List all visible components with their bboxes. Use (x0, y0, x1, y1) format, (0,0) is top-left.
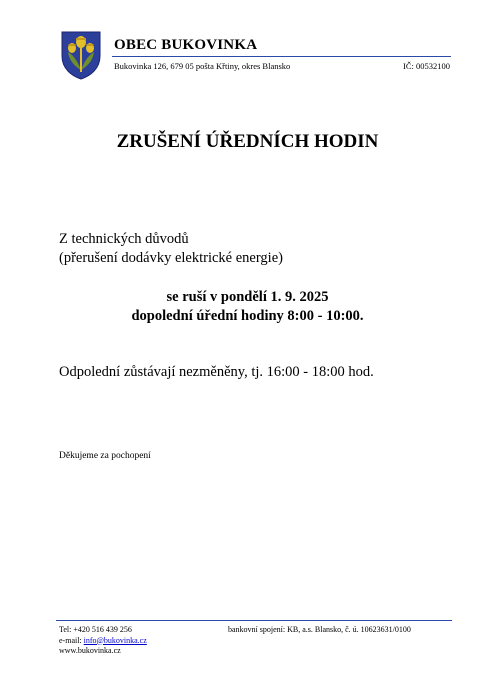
footer-contacts (59, 625, 147, 657)
footer-bank-details: bankovní spojení: KB, a.s. Blansko, č. ú. 10623631/0100 (228, 625, 411, 634)
cancellation-line-1: se ruší v pondělí 1. 9. 2025 (166, 289, 329, 305)
footer-email-link[interactable]: info@bukovinka.cz (83, 635, 147, 645)
footer-divider (56, 620, 452, 621)
footer-email-line (59, 636, 147, 647)
reason-line-1: Z technických důvodů (59, 231, 189, 247)
reason-paragraph (59, 230, 283, 268)
organization-name: OBEC BUKOVINKA (114, 37, 258, 53)
cancellation-paragraph (0, 288, 495, 326)
coat-of-arms-icon (60, 30, 102, 80)
header-divider (112, 56, 451, 57)
footer-website: www.bukovinka.cz (59, 646, 121, 655)
cancellation-line-2: dopolední úřední hodiny 8:00 - 10:00. (131, 308, 364, 324)
organization-id: IČ: 00532100 (403, 61, 450, 71)
organization-address: Bukovinka 126, 679 05 pošta Křtiny, okres Blansko (114, 61, 291, 71)
thanks-note: Děkujeme za pochopení (59, 451, 151, 461)
notice-title: ZRUŠENÍ ÚŘEDNÍCH HODIN (116, 131, 379, 152)
footer-phone: Tel: +420 516 439 256 (59, 625, 132, 634)
reason-line-2: (přerušení dodávky elektrické energie) (59, 250, 283, 266)
afternoon-hours-note: Odpolední zůstávají nezměněny, tj. 16:00 - 18:00 hod. (59, 364, 374, 380)
footer-email-label: e-mail: (59, 635, 84, 645)
